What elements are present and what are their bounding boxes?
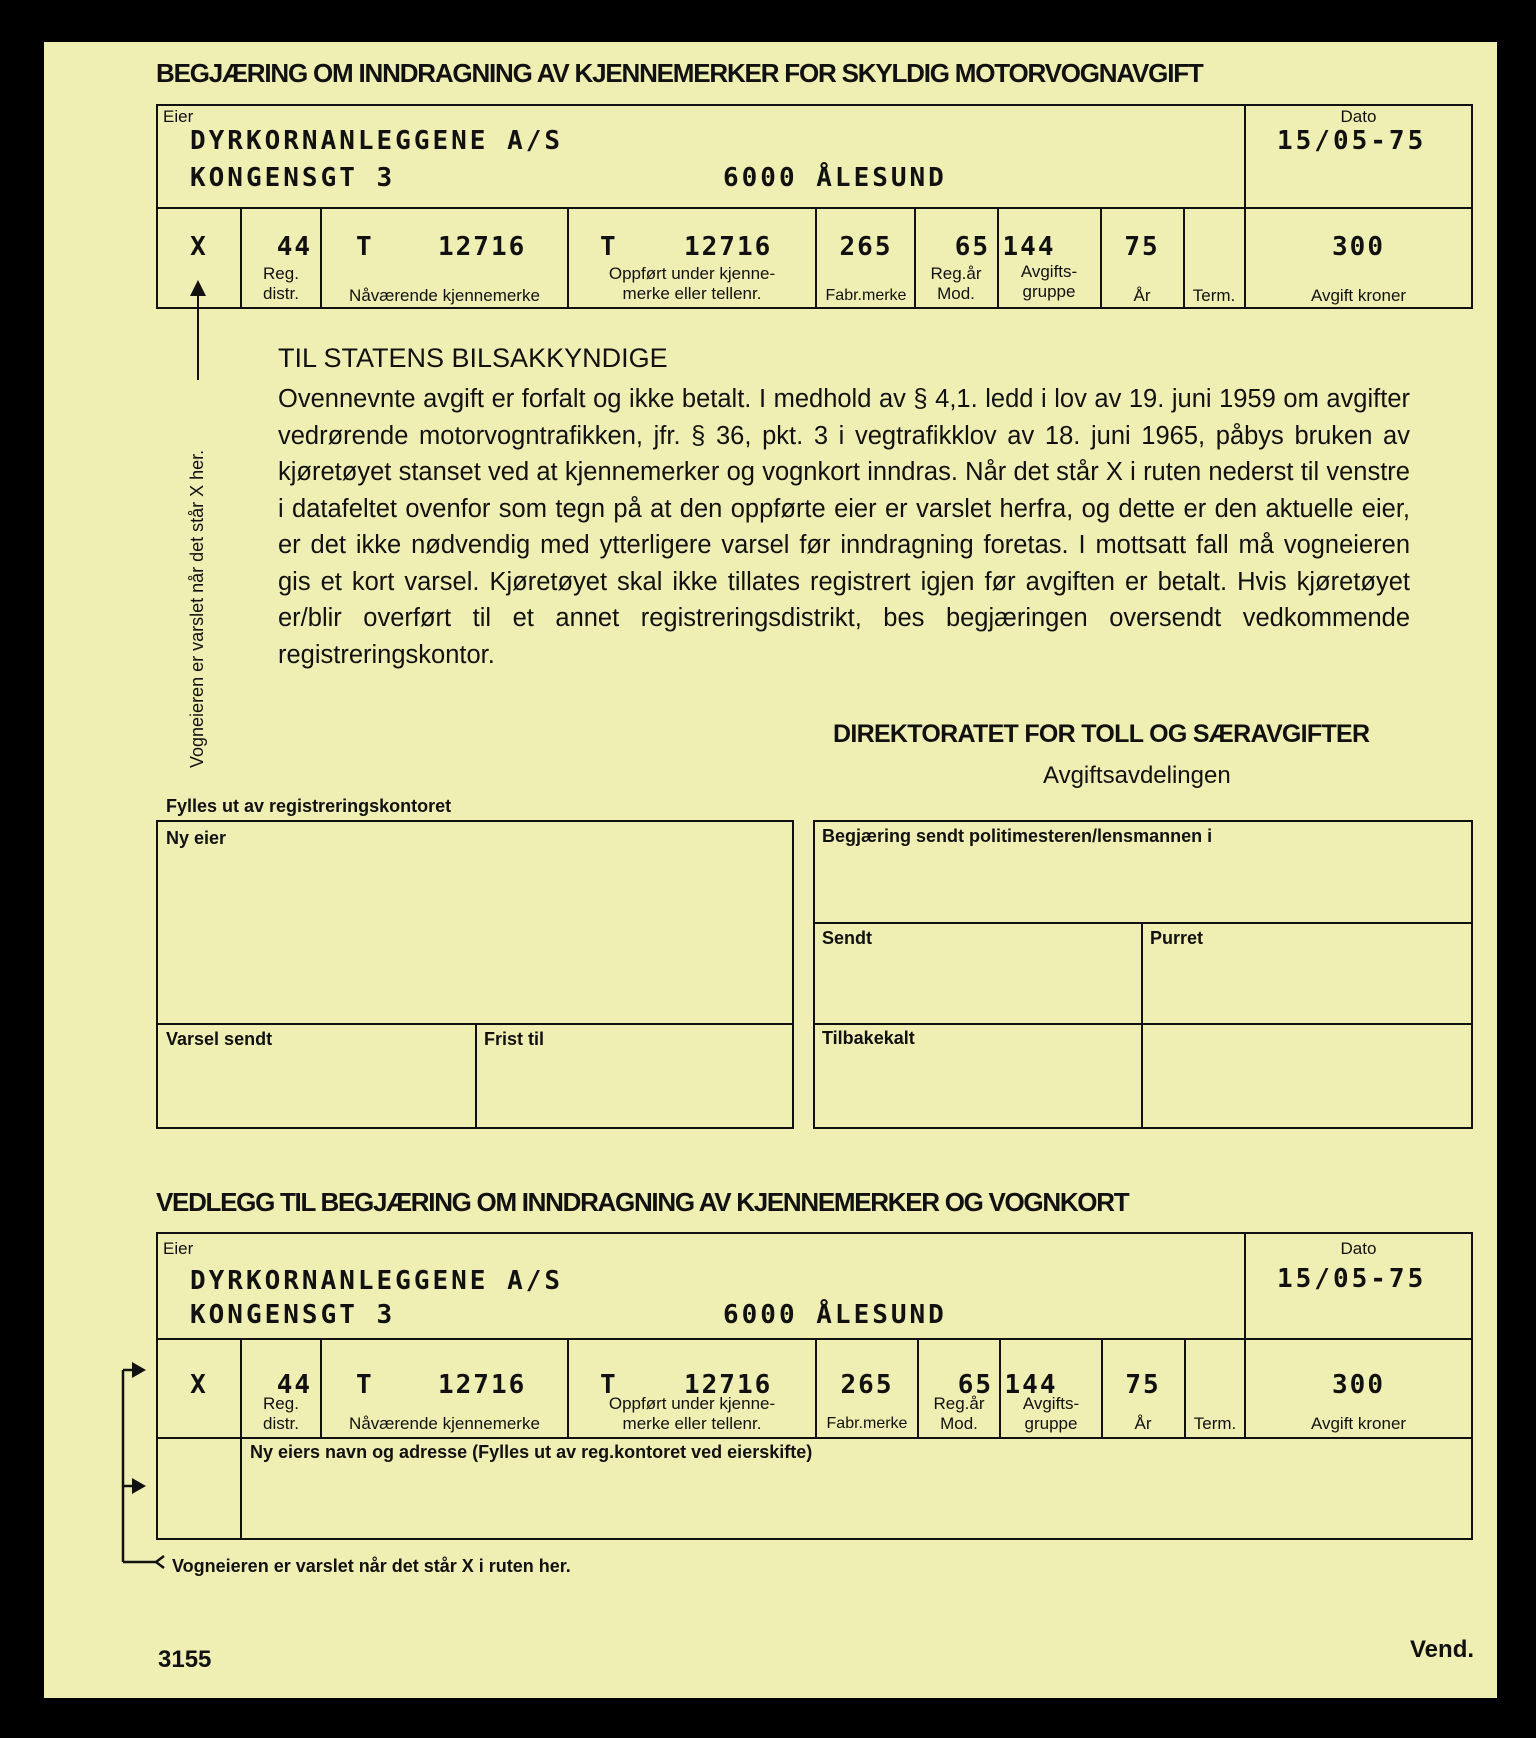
attachment-new-owner-label: Ny eiers navn og adresse (Fylles ut av reg.kontoret ved eierskifte)	[250, 1442, 813, 1462]
attachment-reg-distr-value: 44	[276, 1370, 312, 1400]
recalled-label: Tilbakekalt	[822, 1028, 915, 1048]
reminded-label: Purret	[1150, 928, 1204, 948]
date-label: Dato	[1340, 107, 1377, 126]
attachment-reg-distr-label: Reg. distr.	[263, 1394, 299, 1433]
form-title: BEGJÆRING OM INNDRAGNING AV KJENNEMERKER FOR SKYLDIG MOTORVOGNAVGIFT	[156, 58, 1203, 88]
reg-ar-label: Reg.år Mod.	[930, 264, 982, 303]
fabr-merke-label: Fabr.merke	[825, 287, 907, 304]
avgiftsgruppe-label: Avgifts- gruppe	[1020, 262, 1078, 301]
registered-plate-label: Oppført under kjenne- merke eller tellenr.	[608, 264, 776, 303]
current-plate-letter: T	[356, 232, 374, 262]
attachment-registered-plate-label: Oppført under kjenne- merke eller tellenr.	[608, 1394, 776, 1433]
ar-value: 75	[1124, 232, 1160, 262]
owner-label: Eier	[163, 107, 194, 126]
attachment-reg-ar-label: Reg.år Mod.	[933, 1394, 985, 1433]
reg-ar-value: 65	[954, 232, 990, 262]
section-heading: TIL STATENS BILSAKKYNDIGE	[278, 343, 668, 373]
ar-label: År	[1133, 286, 1151, 305]
attachment-owner-label: Eier	[163, 1239, 194, 1258]
attachment-current-plate-letter: T	[356, 1370, 374, 1400]
attachment-fabr-merke-value: 265	[840, 1370, 894, 1400]
avgift-value: 300	[1332, 232, 1385, 262]
registered-plate-letter: T	[600, 232, 618, 262]
attachment-owner-name: DYRKORNANLEGGENE A/S	[190, 1266, 564, 1296]
attachment-date-label: Dato	[1340, 1239, 1377, 1258]
attachment-owner-street: KONGENSGT 3	[190, 1300, 396, 1330]
attachment-current-plate-label: Nåværende kjennemerke	[349, 1414, 540, 1433]
owner-name: DYRKORNANLEGGENE A/S	[190, 126, 564, 156]
attachment-date-value: 15/05-75	[1277, 1264, 1427, 1294]
attachment-fabr-merke-label: Fabr.merke	[826, 1415, 908, 1432]
deadline-label: Frist til	[484, 1029, 545, 1049]
term-label: Term.	[1192, 286, 1236, 305]
new-owner-label: Ny eier	[166, 828, 227, 848]
attachment-ar-label: År	[1134, 1414, 1152, 1433]
notice-sent-label: Varsel sendt	[166, 1029, 273, 1049]
attachment-current-plate-number: 12716	[438, 1370, 527, 1400]
reg-distr-value: 44	[276, 232, 312, 262]
marker-bracket-icon	[118, 1360, 168, 1575]
turn-over-note: Vend.	[1410, 1636, 1475, 1663]
attachment-avgiftsgruppe-label: Avgifts- gruppe	[1022, 1394, 1080, 1433]
attachment-bottom-note: Vogneieren er varslet når det står X i ruten her.	[172, 1556, 571, 1576]
avgiftsgruppe-value: 144	[1002, 232, 1056, 262]
body-text: Ovennevnte avgift er forfalt og ikke betalt. I medhold av § 4,1. ledd i lov av 19. juni 1959 om avgifter vedrørende motorvogntrafikken, jfr. § 36, pkt. 3 i vegtrafikklov av 18. juni 1965, påbys bruken av kjøretøyet stanset ved at kjennemerker og vognkort inndras. Når det står X i ruten nederst til venstre i datafeltet ovenfor som tegn på at den oppførte eier er varslet herfra, og dette er den aktuelle eier, er det ikke nødvendig med ytterligere varsel før inndragning foretas. I mottsatt fall må vogneieren gis et kort varsel. Kjøretøyet skal ikke tillates registrert igjen før avgiften er betalt. Hvis kjøretøyet er/blir overført til et annet registreringsdistrikt, bes begjæringen oversendt vedkommende registreringskontor.	[278, 385, 1410, 669]
owner-city: 6000 ÅLESUND	[723, 163, 947, 193]
current-plate-number: 12716	[438, 232, 527, 262]
side-note: Vogneieren er varslet når det står X her.	[187, 449, 207, 768]
attachment-registered-plate-letter: T	[600, 1370, 618, 1400]
attachment-avgiftsgruppe-value: 144	[1004, 1370, 1058, 1400]
form-number: 3155	[158, 1646, 212, 1673]
attachment-notified-mark: X	[190, 1370, 208, 1400]
attachment-term-label: Term.	[1193, 1414, 1237, 1433]
request-sent-label: Begjæring sendt politimesteren/lensmannen i	[822, 826, 1213, 846]
office-caption: Fylles ut av registreringskontoret	[166, 796, 452, 816]
attachment-registered-plate-number: 12716	[684, 1370, 773, 1400]
police-request-box	[813, 820, 1473, 1129]
attachment-reg-ar-value: 65	[957, 1370, 993, 1400]
attachment-owner-city: 6000 ÅLESUND	[723, 1300, 947, 1330]
attachment-ar-value: 75	[1125, 1370, 1161, 1400]
owner-street: KONGENSGT 3	[190, 163, 396, 193]
reg-distr-label: Reg. distr.	[263, 264, 299, 303]
fabr-merke-value: 265	[839, 232, 893, 262]
attachment-avgift-value: 300	[1332, 1370, 1385, 1400]
department-name: Avgiftsavdelingen	[1043, 762, 1231, 789]
sent-label: Sendt	[822, 928, 873, 948]
date-value: 15/05-75	[1277, 126, 1427, 156]
attachment-title: VEDLEGG TIL BEGJÆRING OM INNDRAGNING AV KJENNEMERKER OG VOGNKORT	[156, 1187, 1129, 1217]
attachment-avgift-label: Avgift kroner	[1310, 1414, 1407, 1433]
authority-name: DIREKTORATET FOR TOLL OG SÆRAVGIFTER	[833, 720, 1370, 748]
registered-plate-number: 12716	[684, 232, 773, 262]
avgift-label: Avgift kroner	[1310, 286, 1407, 305]
current-plate-label: Nåværende kjennemerke	[349, 286, 540, 305]
notified-mark: X	[190, 232, 208, 262]
